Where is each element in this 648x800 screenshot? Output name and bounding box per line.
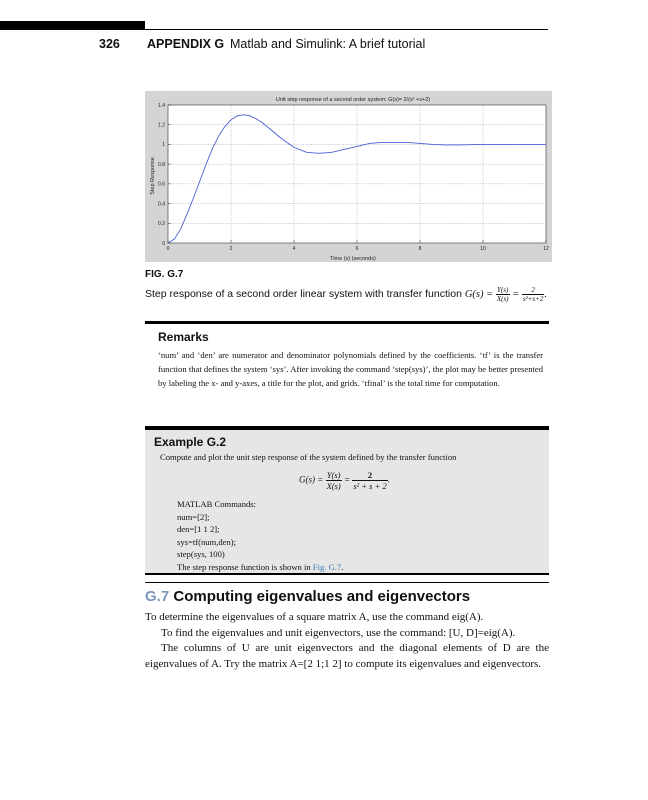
y-tick-label: 1.4	[158, 102, 165, 109]
formula-eq: =	[512, 288, 520, 300]
formula-end: .	[544, 288, 547, 300]
paragraph-3: The columns of U are unit eigenvectors and the diagonal elements of D are the eigenvalues of A. Try the matrix A=[2 1;1 2] to compute its eigenvalues and eigenvectors.	[145, 642, 549, 670]
x-tick-label: 2	[229, 246, 233, 252]
eq-ratio-denominator: X(s)	[326, 481, 341, 491]
tf-fraction	[522, 286, 545, 303]
x-tick-label: 8	[418, 246, 422, 252]
step-response-chart	[145, 91, 552, 262]
command-line: den=[1 1 2];	[177, 524, 220, 534]
eq-end: .	[387, 474, 390, 485]
figure-caption	[145, 286, 547, 303]
chart-title: Unit step response of a second order system: G(s)= 2/(s² +s+2)	[275, 97, 431, 103]
y-axis-label: Step Response	[150, 157, 156, 195]
header-rule	[145, 29, 548, 30]
eq-tf-numerator: 2	[352, 470, 387, 481]
x-axis-label: Time (s) (seconds)	[330, 256, 376, 262]
tf-denominator: s²+s+2	[522, 295, 544, 303]
page-number: 326	[99, 37, 120, 51]
remarks-box	[145, 321, 549, 428]
x-tick-label: 12	[543, 246, 549, 252]
y-tick-label: 1	[162, 142, 165, 149]
commands-label: MATLAB Commands:	[177, 499, 257, 509]
section-body	[145, 610, 549, 672]
section-rule	[145, 582, 549, 583]
command-line: step(sys, 100)	[177, 549, 225, 559]
tf-numerator: 2	[522, 286, 545, 295]
closing-sentence	[177, 561, 343, 574]
x-tick-label: 4	[292, 246, 296, 252]
ratio-denominator: X(s)	[496, 295, 509, 303]
chapter-title: Matlab and Simulink: A brief tutorial	[230, 37, 426, 51]
remarks-body: ‘num’ and ‘den’ are numerator and denominator polynomials defined by the coefficients. ‘tf’ is the transfer function that defines the system ‘sys’. After invoking the command ‘step(sys)’, the plot may be better presented by labeling the x- and y-axes, a title for the plot, and grids. ‘tfinal’ is the total time for computation.	[158, 350, 543, 388]
figure-link[interactable]: Fig. G.7	[312, 561, 342, 572]
eq-tf-fraction	[352, 470, 387, 491]
header-bar	[0, 21, 145, 30]
eq-tf-denominator: s² + s + 2	[353, 481, 387, 491]
command-line: sys=tf(num,den);	[177, 536, 237, 547]
example-box	[145, 428, 549, 575]
section-number: G.7	[145, 588, 170, 605]
section-title: Computing eigenvalues and eigenvectors	[173, 588, 471, 605]
eq-lhs: G(s) =	[299, 474, 324, 485]
x-tick-label: 0	[166, 246, 170, 252]
figure-label: FIG. G.7	[145, 269, 184, 280]
x-tick-label: 6	[355, 246, 359, 252]
caption-formula	[464, 286, 547, 303]
paragraph-2: To find the eigenvalues and unit eigenvectors, use the command: [U, D]=eig(A).	[161, 626, 516, 639]
x-tick-label: 10	[480, 246, 486, 252]
y-tick-label: 1.2	[158, 122, 165, 129]
transfer-function-equation	[299, 470, 390, 491]
matlab-commands	[177, 498, 343, 573]
example-title: Example G.2	[154, 435, 227, 449]
closing-end: .	[341, 561, 344, 572]
formula-lhs: G(s) =	[464, 288, 494, 300]
eq-ratio-numerator: Y(s)	[326, 470, 341, 480]
eq-ratio-fraction	[326, 470, 342, 491]
paragraph-1: To determine the eigenvalues of a square matrix A, use the command eig(A).	[145, 611, 484, 623]
ratio-numerator: Y(s)	[497, 286, 509, 294]
ratio-fraction	[496, 286, 510, 303]
y-tick-label: 0.2	[158, 221, 165, 228]
remarks-title: Remarks	[158, 330, 209, 344]
eq-sign: =	[344, 474, 351, 485]
example-intro: Compute and plot the unit step response of the system defined by the transfer function	[160, 452, 457, 462]
y-tick-label: 0	[162, 240, 165, 247]
y-tick-label: 0.8	[158, 161, 165, 168]
command-line: num=[2];	[177, 511, 210, 522]
closing-text: The step response function is shown in	[177, 561, 313, 572]
y-tick-label: 0.4	[158, 201, 165, 208]
caption-text: Step response of a second order linear system with transfer function	[145, 287, 462, 300]
figure-plot	[145, 91, 552, 262]
y-tick-label: 0.6	[158, 181, 165, 188]
section-heading	[145, 588, 470, 605]
appendix-label: APPENDIX G	[147, 37, 225, 51]
